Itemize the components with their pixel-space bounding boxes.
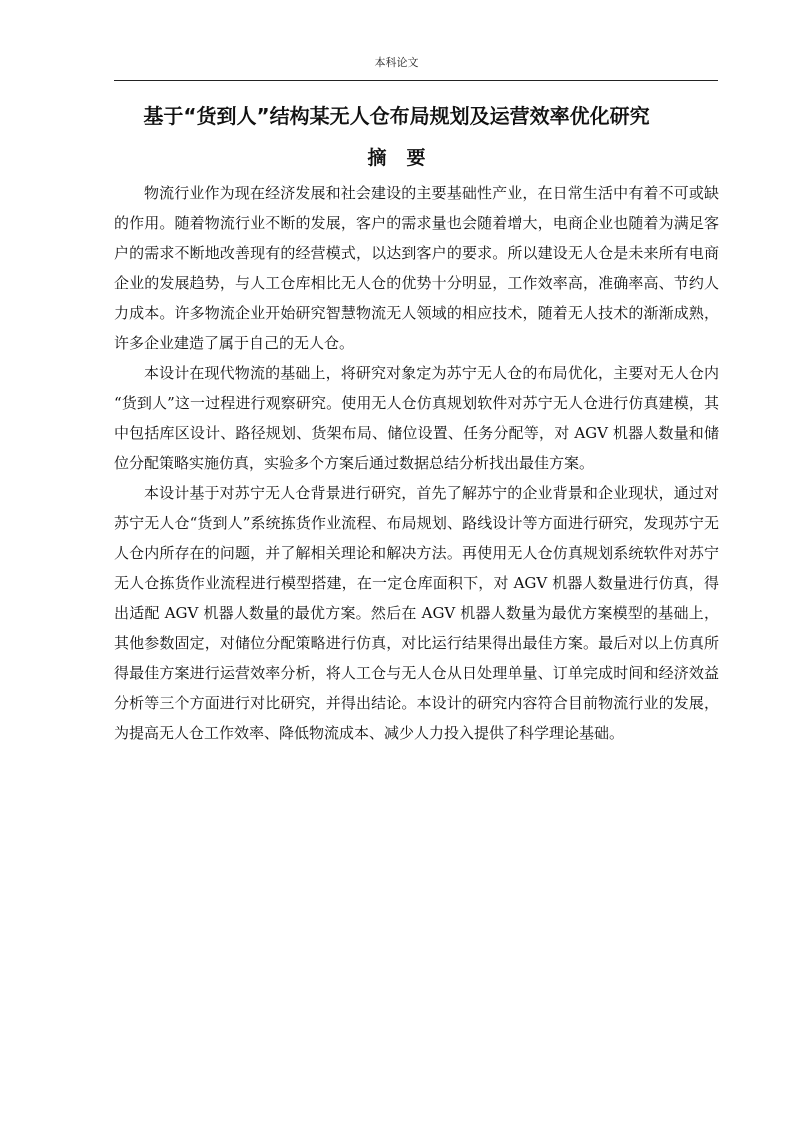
abstract-heading: 摘要 [367,147,446,169]
thesis-title: 基于“货到人”结构某无人仓布局规划及运营效率优化研究 [143,104,650,128]
abstract-paragraph-2: 本设计在现代物流的基础上，将研究对象定为苏宁无人仓的布局优化，主要对无人仓内“货到人”这一过程进行观察研究。使用无人仓仿真规划软件对苏宁无人仓进行仿真建模，其中包括库区设计、路径规划、货架布局、储位设置、任务分配等，对 AGV 机器人数量和储位分配策略实施仿真，实验多个方案后通过数据总结分析找出最佳方案。 [114,364,719,472]
header-divider [114,80,718,81]
abstract-paragraph-1: 物流行业作为现在经济发展和社会建设的主要基础性产业，在日常生活中有着不可或缺的作用。随着物流行业不断的发展，客户的需求量也会随着增大，电商企业也随着为满足客户的需求不断地改善现有的经营模式，以达到客户的要求。所以建设无人仓是未来所有电商企业的发展趋势，与人工仓库相比无人仓的优势十分明显，工作效率高，准确率高、节约人力成本。许多物流企业开始研究智慧物流无人领域的相应技术，随着无人技术的渐渐成熟，许多企业建造了属于自己的无人仓。 [114,184,719,352]
abstract-body [114,178,719,748]
running-header: 本科论文 [374,56,419,69]
abstract-paragraph-3: 本设计基于对苏宁无人仓背景进行研究，首先了解苏宁的企业背景和企业现状，通过对苏宁无人仓“货到人”系统拣货作业流程、布局规划、路线设计等方面进行研究，发现苏宁无人仓内所存在的问题，并了解相关理论和解决方法。再使用无人仓仿真规划系统软件对苏宁无人仓拣货作业流程进行模型搭建，在一定仓库面积下，对 AGV 机器人数量进行仿真，得出适配 AGV 机器人数量的最优方案。然后在 AGV 机器人数量为最优方案模型的基础上，其他参数固定，对储位分配策略进行仿真，对比运行结果得出最佳方案。最后对以上仿真所得最佳方案进行运营效率分析，将人工仓与无人仓从日处理单量、订单完成时间和经济效益分析等三个方面进行对比研究，并得出结论。本设计的研究内容符合目前物流行业的发展，为提高无人仓工作效率、降低物流成本、减少人力投入提供了科学理论基础。 [114,484,719,742]
